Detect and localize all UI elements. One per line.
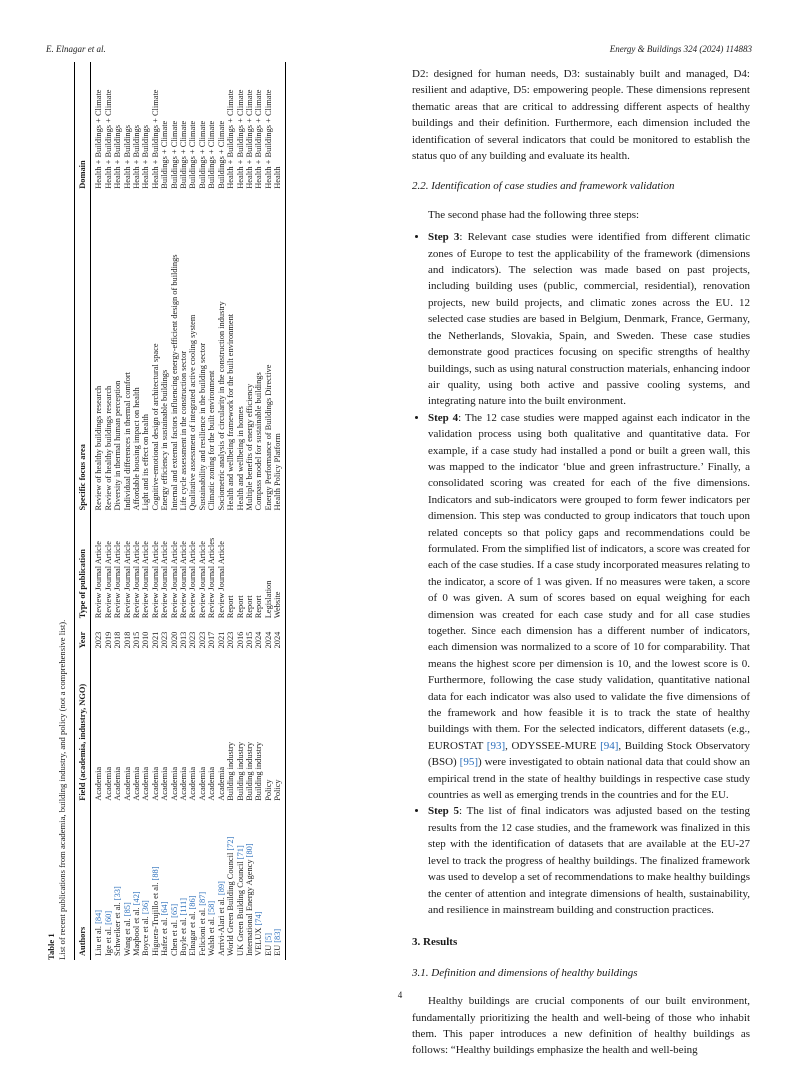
cell-author — [207, 805, 216, 960]
citation-link[interactable]: [85] — [122, 902, 132, 917]
cell-domain: Buildings + Climate — [179, 120, 189, 189]
citation-link[interactable]: [72] — [226, 836, 236, 851]
citation-link-95[interactable]: [95] — [459, 756, 478, 769]
cell-field: Academia — [150, 766, 160, 801]
citation-link[interactable]: [58] — [207, 900, 217, 915]
cell-field: Academia — [169, 766, 179, 801]
col-year: Year — [75, 622, 91, 652]
phase-intro: The second phase had the following three steps: — [428, 208, 640, 221]
author-name: Walsh et al. — [207, 914, 217, 956]
citation-link[interactable]: [42] — [132, 891, 142, 906]
step-5-item — [428, 803, 750, 918]
cell-focus: Individual differences in thermal comfort — [122, 371, 132, 511]
cell-year: 2023 — [226, 631, 236, 649]
cell-year: 2024 — [263, 631, 273, 649]
cell-focus: Affordable housing impact on health — [132, 387, 142, 511]
section-heading-3: 3. Results — [412, 936, 458, 949]
step-4-label: Step 4 — [428, 411, 459, 424]
table-row — [188, 62, 197, 960]
table-row — [113, 62, 122, 960]
cell-domain: Health + Buildings + Climate — [254, 89, 264, 189]
cell-field: Academia — [207, 766, 217, 801]
cell-domain: Buildings + Climate — [169, 120, 179, 189]
cell-domain: Health + Buildings — [132, 124, 142, 189]
cell-domain: Health + Buildings — [122, 124, 132, 189]
cell-author — [217, 805, 226, 960]
cell-field: Academia — [197, 766, 207, 801]
cell-type: Report — [244, 595, 254, 619]
cell-year: 2023 — [160, 631, 170, 649]
cell-type: Review Journal Article — [197, 541, 207, 619]
step-3-label: Step 3 — [428, 231, 460, 244]
table-row — [245, 62, 254, 960]
cell-focus: Health and wellbeing in homes — [235, 406, 245, 511]
subsection-heading-2-2: 2.2. Identification of case studies and framework validation — [412, 180, 675, 193]
citation-link[interactable]: [5] — [263, 932, 273, 943]
citation-link-94[interactable]: [94] — [600, 739, 619, 752]
citation-link[interactable]: [87] — [197, 891, 207, 906]
cell-author — [254, 805, 263, 960]
cell-focus: Compass model for sustainable buildings — [254, 372, 264, 511]
cell-field: Academia — [113, 766, 123, 801]
col-field: Field (academia, industry, NGO) — [75, 652, 91, 804]
cell-type: Review Journal Article — [160, 541, 170, 619]
cell-type: Review Journal Article — [113, 541, 123, 619]
table-row — [264, 62, 273, 960]
citation-link[interactable]: [80] — [244, 843, 254, 858]
intro-paragraph: D2: designed for human needs, D3: sustainably built and managed, D4: resilient and adaptive, D5: empowering people. These dimensions represent thematic areas that are critical to addressing different aspects of healthy buildings and their definition. Furthermore, each dimension included the identification of several indicators that could be monitored to establish the status quo of any building and evaluate its health. — [412, 68, 750, 163]
step-4-text-b: , ODYSSEE-MURE — [505, 739, 601, 752]
cell-domain: Health + Buildings + Climate — [150, 89, 160, 189]
step-4-text-a: : The 12 case studies were mapped against each indicator in the validation process using both qualitative and quantitative data. For example, if a case study had installed a pond or built a green wall, this was mapped to the indicator ‘blue and green infrastructure.’ Finally, a consolidated scoring was created for each of the five dimensions. Indicators and sub-indicators were grouped to form fewer indicators per dimension. This step was conducted to group indicators that touch upon related concepts so that policy gaps and recommendations could be formulated. From the simplified list of indicators, a score was created for each of the case studies. If a case study incorporated measures relating to the indicator, a score of 1 was given. If no measures were taken, a score of 0 was given. A sum of scores based on equal weighing for each dimension was created for each case study and for all case studies together. Since each dimension has a different number of indicators, each dimension was normalized to a score of 10 for comparability. That means the highest score per dimension is 10, and the lowest score is 0. Furthermore, following the case study validation, quantitative national data for each indicator was also used to validate the five dimensions of the framework and how feasible it is to track the state of healthy buildings with them. For the selected indicators, different datasets (e.g., EUROSTAT — [428, 411, 750, 752]
cell-type: Website — [273, 514, 285, 622]
table-1-rotated — [46, 62, 396, 960]
step-5-text: : The list of final indicators was adjusted based on the testing results from the 12 case studies, and the framework was finalized in this step with the identification of datasets that are available at the EU-27 level to track the progress of healthy buildings. The finalized framework was used to develop a set of recommendations to make healthy buildings the center of attention and integrate dimensions of health, sustainability, and resilience in mainstream building and construction practices. — [428, 805, 751, 916]
cell-field: Building industry — [244, 741, 254, 801]
cell-field: Academia — [132, 766, 142, 801]
cell-type: Review Journal Article — [179, 541, 189, 619]
steps-list — [412, 229, 750, 918]
author-name: VELUX — [254, 925, 264, 956]
cell-focus: Review of healthy buildings research — [94, 385, 104, 511]
table-row — [141, 62, 150, 960]
author-name: Boyce et al. — [141, 914, 151, 956]
results-paragraph: Healthy buildings are crucial components of our built environment, fundamentally prioritizing the health and well-being of those who inhabit them. This paper introduces a new definition of healthy buildings as follows: “Healthy buildings emphasize the health and well-being — [412, 995, 750, 1057]
cell-type: Review Journal Article — [122, 541, 132, 619]
table-row — [198, 62, 207, 960]
cell-author — [264, 805, 273, 960]
author-name: Arrivi-Alari et al. — [216, 895, 226, 956]
cell-type: Report — [254, 595, 264, 619]
cell-author — [113, 805, 122, 960]
table-row — [170, 62, 179, 960]
citation-link[interactable]: [88] — [150, 866, 160, 881]
cell-domain: Health + Buildings + Climate — [244, 89, 254, 189]
cell-year: 2016 — [235, 631, 245, 649]
step-5-label: Step 5 — [428, 805, 460, 818]
cell-domain: Buildings + Climate — [197, 120, 207, 189]
page-number: 4 — [397, 990, 403, 1000]
cell-type: Review Journal Article — [216, 541, 226, 619]
cell-type: Review Journal Article — [132, 541, 142, 619]
cell-field: Academia — [160, 766, 170, 801]
cell-field: Academia — [188, 766, 198, 801]
citation-link[interactable]: [33] — [113, 886, 123, 901]
author-name: World Green Building Council — [226, 850, 236, 956]
table-row — [123, 62, 132, 960]
citation-link[interactable]: [84] — [94, 909, 104, 924]
citation-link[interactable]: [83] — [273, 928, 283, 943]
citation-link-93[interactable]: [93] — [486, 739, 506, 752]
cell-focus: Sociometric analysis of circularity in the construction industry — [216, 301, 226, 511]
cell-focus: Health Policy Platform — [273, 193, 285, 515]
table-row — [179, 62, 188, 960]
cell-domain: Health + Buildings + Climate — [94, 89, 104, 189]
cell-focus: Light and its effect on health — [141, 414, 151, 511]
table-caption-text: List of recent publications from academia, building industry, and policy (not a comprehensive list). — [57, 619, 67, 960]
cell-domain: Buildings + Climate — [188, 120, 198, 189]
cell-domain: Health + Buildings + Climate — [226, 89, 236, 189]
table-row — [273, 62, 285, 960]
cell-year: 2023 — [94, 631, 104, 649]
cell-field: Academia — [94, 766, 104, 801]
author-name: UK Green Building Council — [235, 859, 245, 956]
cell-type: Report — [235, 595, 245, 619]
table-row — [151, 62, 160, 960]
step-3-item — [428, 229, 750, 409]
cell-type: Review Journal Article — [150, 541, 160, 619]
cell-author — [132, 805, 141, 960]
cell-focus: Energy efficiency in sustainable buildings — [160, 369, 170, 511]
table-row — [236, 62, 245, 960]
cell-field: Policy — [273, 652, 285, 804]
cell-year: 2024 — [254, 631, 264, 649]
table-row — [207, 62, 216, 960]
cell-author — [273, 805, 285, 960]
cell-type: Report — [226, 595, 236, 619]
cell-field: Academia — [179, 766, 189, 801]
author-name: Elnagar et al. — [188, 909, 198, 956]
cell-focus: Qualitative assessment of integrated active cooling system — [188, 314, 198, 511]
cell-focus: Multiple benefits of energy efficiency — [244, 383, 254, 511]
col-type: Type of publication — [75, 514, 91, 622]
body-text-column — [412, 66, 750, 1059]
cell-author — [170, 805, 179, 960]
cell-year: 2015 — [244, 631, 254, 649]
step-3-text: : Relevant case studies were identified from different climatic zones of Europe to test the applicability of the framework (dimensions and indicators). The selection was made based on past projects, including building uses (public, commercial, residential), renovation projects, new build projects, and climatic zones across the EU. 12 selected case studies are based in Belgium, Denmark, France, Germany, the Netherlands, Slovakia, Spain, and Sweden. These case studies demonstrate good practices focusing on specific strengths of healthy buildings, such as using natural construction materials, enhancing indoor air quality, using both active and passive cooling systems, and integrating nature into the built environment. — [428, 231, 751, 408]
cell-year: 2017 — [207, 631, 217, 649]
cell-author — [91, 805, 104, 960]
cell-field: Academia — [216, 766, 226, 801]
publications-table — [74, 62, 286, 960]
cell-author — [141, 805, 150, 960]
subsection-heading-3-1: 3.1. Definition and dimensions of healthy buildings — [412, 966, 638, 979]
cell-field: Building industry — [254, 741, 264, 801]
cell-type: Review Journal Article — [141, 541, 151, 619]
cell-focus: Health and wellbeing framework for the built environment — [226, 313, 236, 511]
cell-year: 2019 — [103, 631, 113, 649]
table-row — [91, 62, 104, 960]
author-name: Wang et al. — [122, 916, 132, 956]
cell-domain: Health + Buildings + Climate — [235, 89, 245, 189]
citation-link[interactable]: [89] — [216, 881, 226, 896]
cell-field: Academia — [141, 766, 151, 801]
cell-focus: Internal and external factors influencing energy-efficient design of buildings — [169, 254, 179, 511]
table-header-row — [75, 62, 91, 960]
cell-focus: Life cycle assessment in the construction sector — [179, 350, 189, 511]
cell-year: 2021 — [150, 631, 160, 649]
author-name: Schweiker et al. — [113, 900, 123, 956]
table-row — [104, 62, 113, 960]
cell-author — [104, 805, 113, 960]
step-4-text-c: , Building Stock Observatory (BSO) — [428, 739, 750, 769]
running-head-journal: Energy & Buildings 324 (2024) 114883 — [609, 44, 752, 54]
author-name: Ige et al. — [103, 924, 113, 956]
cell-author — [160, 805, 169, 960]
cell-focus: Diversity in thermal human perception — [113, 380, 123, 511]
cell-year: 2018 — [122, 631, 132, 649]
author-name: Buyle et al. — [179, 915, 189, 956]
table-caption — [46, 62, 68, 960]
cell-domain: Health + Buildings + Climate — [263, 89, 273, 189]
cell-year: 2013 — [179, 631, 189, 649]
cell-domain: Health — [273, 62, 285, 193]
cell-focus: Sustainability and resilience in the building sector — [197, 342, 207, 511]
cell-field: Academia — [122, 766, 132, 801]
cell-domain: Buildings + Climate — [207, 120, 217, 189]
cell-domain: Health + Buildings — [113, 124, 123, 189]
table-row — [132, 62, 141, 960]
citation-link[interactable]: [74] — [254, 911, 264, 926]
cell-year: 2018 — [113, 631, 123, 649]
step-4-item — [428, 410, 750, 804]
step-4-text-d: ) were investigated to obtain national data that could show an empirical trend in the state of healthy buildings in respective case study countries as well as emerging trends in the countries and for the EU. — [428, 756, 750, 802]
cell-focus: Energy Performance of Buildings Directive — [263, 364, 273, 511]
cell-focus: Review of healthy buildings research — [103, 385, 113, 511]
cell-type: Review Journal Articles — [207, 537, 217, 619]
citation-link[interactable]: [60] — [103, 910, 113, 925]
author-name: EU — [263, 942, 273, 956]
cell-author — [151, 805, 160, 960]
author-name: Hafez et al. — [160, 915, 170, 956]
citation-link[interactable]: [65] — [169, 903, 179, 918]
author-name: International Energy Agency — [244, 857, 254, 956]
cell-field: Policy — [263, 779, 273, 801]
cell-year: 2024 — [273, 622, 285, 652]
cell-domain: Health + Buildings + Climate — [103, 89, 113, 189]
col-authors: Authors — [75, 805, 91, 960]
author-name: EU — [273, 942, 283, 956]
cell-domain: Buildings + Climate — [216, 120, 226, 189]
author-name: Higuera-Trujillo et al. — [150, 880, 160, 956]
table-row — [160, 62, 169, 960]
cell-field: Building industry — [235, 741, 245, 801]
cell-author — [226, 805, 235, 960]
cell-type: Review Journal Article — [103, 541, 113, 619]
cell-year: 2015 — [132, 631, 142, 649]
cell-field: Building industry — [226, 741, 236, 801]
table-label: Table 1 — [46, 933, 56, 960]
cell-author — [245, 805, 254, 960]
author-name: Chen et al. — [169, 917, 179, 956]
running-head-authors: E. Elnagar et al. — [46, 44, 106, 54]
cell-focus: Cognitive-emotional design of architectural space — [150, 343, 160, 511]
table-row — [254, 62, 263, 960]
cell-type: Review Journal Article — [169, 541, 179, 619]
table-row — [226, 62, 235, 960]
author-name: Maqbool et al. — [132, 905, 142, 956]
cell-type: Review Journal Article — [188, 541, 198, 619]
cell-domain: Health + Buildings — [141, 124, 151, 189]
cell-type: Review Journal Article — [94, 541, 104, 619]
citation-link[interactable]: [64] — [160, 901, 170, 916]
cell-author — [123, 805, 132, 960]
cell-focus: Climatic zoning for the built environment — [207, 370, 217, 511]
cell-year: 2021 — [216, 631, 226, 649]
cell-field: Academia — [103, 766, 113, 801]
author-name: Liu et al. — [94, 923, 104, 956]
table-body — [91, 62, 285, 960]
cell-year: 2023 — [197, 631, 207, 649]
table-row — [217, 62, 226, 960]
cell-author — [179, 805, 188, 960]
cell-author — [236, 805, 245, 960]
citation-link[interactable]: [111] — [179, 898, 189, 916]
author-name: Felicioni et al. — [197, 905, 207, 956]
cell-type: Legislation — [263, 580, 273, 619]
cell-author — [198, 805, 207, 960]
citation-link[interactable]: [86] — [188, 895, 198, 910]
citation-link[interactable]: [71] — [235, 845, 245, 860]
cell-year: 2010 — [141, 631, 151, 649]
cell-author — [188, 805, 197, 960]
col-focus: Specific focus area — [75, 193, 91, 515]
col-domain: Domain — [75, 62, 91, 193]
cell-year: 2020 — [169, 631, 179, 649]
cell-year: 2023 — [188, 631, 198, 649]
cell-domain: Buildings + Climate — [160, 120, 170, 189]
citation-link[interactable]: [36] — [141, 900, 151, 915]
